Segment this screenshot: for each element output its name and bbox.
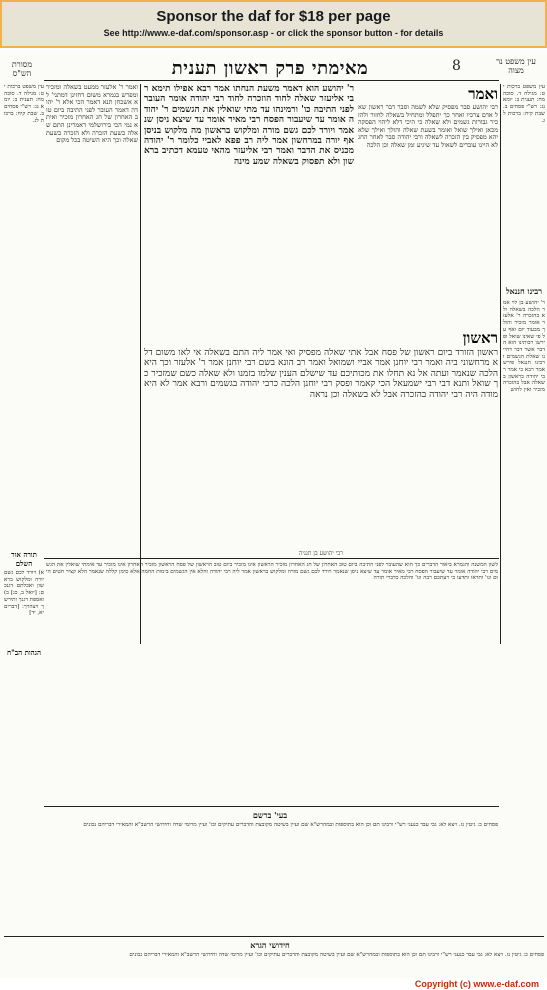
- footnote-text: פסחים כ: גיטין נז. ויצא לא: גבי עבד כנעני רש"י ורבינו תם וכן הוא בתוספות ובמהרש"א שם ועיין בשיטה מקובצת והדברים עתיקים וכו' ועיין מרומי שדה וחידושי הרשב"א והמאירי דבריהם נכונים: [83, 822, 498, 828]
- outer-margin-notes: עין משפט ברכות יט: מגילה ד. סוכה מח: תענית ב: יומא נג: רש"י פסחים ב. שבת קיח: ברכות לג.: [4, 84, 44, 124]
- bottom-rule: [4, 936, 544, 937]
- talmud-page: [0, 50, 547, 978]
- sponsor-title[interactable]: Sponsor the daf for $18 per page: [156, 8, 391, 25]
- outer-corner-label: מסורת הש"ס: [11, 60, 33, 78]
- chidushim-heading: הגהות הב"ח: [6, 648, 42, 657]
- bottom-heading: חידושי הגרא: [250, 940, 290, 950]
- page-header-title: מאימתי פרק ראשון תענית: [171, 58, 369, 79]
- right-column-divider: [500, 84, 501, 644]
- bottom-notes: פסחים כ: גיטין נז. ויצא לא: גבי עבד כנעני רש"י ורבינו תם וכן הוא בתוספות ובמהרש"א שם ועיין בשיטה מקובצת והדברים עתיקים וכו' ועיין מרומי שדה וחידושי הרשב"א והמאירי דבריהם נכונים: [129, 952, 544, 958]
- header-rule: [44, 80, 499, 81]
- gemara-wide-block: [144, 328, 498, 553]
- copyright-link[interactable]: Copyright (c) www.e-daf.com: [414, 979, 539, 989]
- commentary-bottom-rule: [44, 806, 499, 807]
- ein-mishpat-text: עין משפט ברכות יט: מגילה ד. סוכה מח: תענית ב: יומא נג: רש"י פסחים ב. שבת קיח: ברכות לג.: [503, 84, 545, 124]
- gemara-text-continued: ראשון הזורד ביום ראשון של פסח אבל אתי שאלה מפסיק ואי אמר ליה התם בשאלה אי לאו משום דלא מרחשוני ביה ואמר רבי יוחנן אמר אביי ושמואל ואמר רב הונא בשם רבי יוחנן אמר ר' אלעזר וכך היא הלכה שנאמר ועתה אל נא תחלו את מכותיכם עד שישלם הענין שלמו בזמנו ולא שאלה כשם שמזכיר כך שואל ותנא דבי רבי ישמעאל הכי קאמר ופסק רבי יוחנן הלכה כרבי יהודה בגשמים ורבא אמר לא היא מודה היה רבי יהודה בהזכרה אבל לא בשאלה וכן נראה: [144, 348, 498, 400]
- gemara-bottom-rule: [44, 558, 499, 559]
- left-column-divider: [140, 84, 141, 644]
- rashi-column: [358, 84, 498, 324]
- torah-ohr-heading: תורה אור השלם: [11, 550, 37, 568]
- sponsor-banner[interactable]: [0, 0, 547, 48]
- rabbeinu-heading: רבינו חננאל: [505, 286, 543, 296]
- page-number: 8: [452, 58, 461, 74]
- torah-ohr-text: א) ויורד לכם גשם יורה ומלקוש בראשון ואכלתם דגנכם: [יואל ב, כג] ב) ואספת דגנך ותירשך ויצהרך: [דברים יא, יד]: [4, 570, 44, 617]
- rashi-opening-word: ואמר: [468, 85, 498, 103]
- gemara-text: ר' יהושע הוא דאמר משעת הנחתו אמר רבא אפילו תימא רבי אליעזר שאלה לחוד הוזכרה לחוד רבי יהודה אומר העובר לפני התיבה כו' ורמינהו עד מתי שואלין את הגשמים ר' יהודה אומר עד שיעבור הפסח רבי מאיר אומר עד שיצא ניסן שנאמר ויורד לכם גשם מורה ומלקוש בראשון מה מלקוש בניסן אף יורה במרחשון אמר ליה רב פפא לאביי כלומר ר' יהודה מכניס את הדבר ואמר רבי אליעזר מהאי טעמא דכתיב בראשון ולא תפסוק בשאלה שמע מינה: [144, 84, 354, 167]
- tosafot-column: ואמר ר' אלעזר ממעט בשאלה ומזכיר ומפרש בגמרא משום דחזינן דמתני' לא אשכחן תנא דאמר הכי אלא ר' יהודה דאמר העובר לפני התיבה ביום טוב האחרון של חג האחרון מזכיר ואיתא נמי הכי בירושלמי דאמרינן התם שאלה בשעת הזכרה ולא הזכרה בשעת שאלה וכך היא השיטה בכל מקום: [46, 84, 138, 145]
- sponsor-subtitle[interactable]: See http://www.e-daf.com/sponsor.asp - or click the sponsor button - for details: [103, 28, 444, 38]
- rashi-text: רבי יהושע סבר מפסיק שלא לשמה וסבר דבר ראשון שאל אדם צרכיו ואחר כך יתפלל ומתחיל בשאלה לחזור ולהזכיר גבורות גשמים ולא שאלה כי היכי דלא ליהוי הפסקה מכאן ואילך שואל ואומר בשעת שאלה והולך ואילך שלא יהא מפסיק בין הזכרה לשאלה ורבי יהודה סבר לאחר החג לא היינו עוברים לשאול עד שיגיע זמן שאלה וכן הלכה: [358, 104, 498, 149]
- footnote-heading: בעי' ברשם: [252, 810, 288, 820]
- rabbeinu-text: ר' יהושע בן לוי אמר הלכה בשאלה ולא בהזכרה ר' אלעזר אומר מזכיר והולך מבעוד יום ואף על פי שאינו שואל ופירשו רבותינו הוא הדבר אשר דבר דהיינו שאלת הגשמים ורבינו חננאל פירש אמר רבא כי אמר רבי יהודה בראשון בשאלה אבל בהזכרה מזכיר ואין לחוש: [503, 300, 545, 394]
- lower-commentary: לשון המשנה והגמרא ביאור הדברים כך הוא שהעובר לפני התיבה ביום טוב האחרון של חג האחרון מזכיר הראשון אינו מזכיר ביום טוב הראשון של פסח הראשון מזכיר האחרון אינו מזכיר עד אימתי שואלין את הגשמים רבי יהודה אומר עד שיעבור הפסח רבי מאיר אומר עד שיצא ניסן שנאמר ויורד לכם גשם מורה ומלקוש בראשון אמר ליה רבי יהודה והלא אין הגשמים בימות החמה אלא סימן קללה שנאמר הלא קציר חטים היום וגו' ותראו ותדעו כי רעתכם רבה וגו' והלכה כדברי תורה: [46, 562, 498, 582]
- stamp-line: רבי יהושע בן חנניה: [298, 550, 344, 557]
- inner-corner-label: עין משפט נר מצוה: [496, 57, 536, 75]
- gemara-opening-word: ראשון: [462, 329, 498, 347]
- gemara-top-block: [144, 84, 354, 322]
